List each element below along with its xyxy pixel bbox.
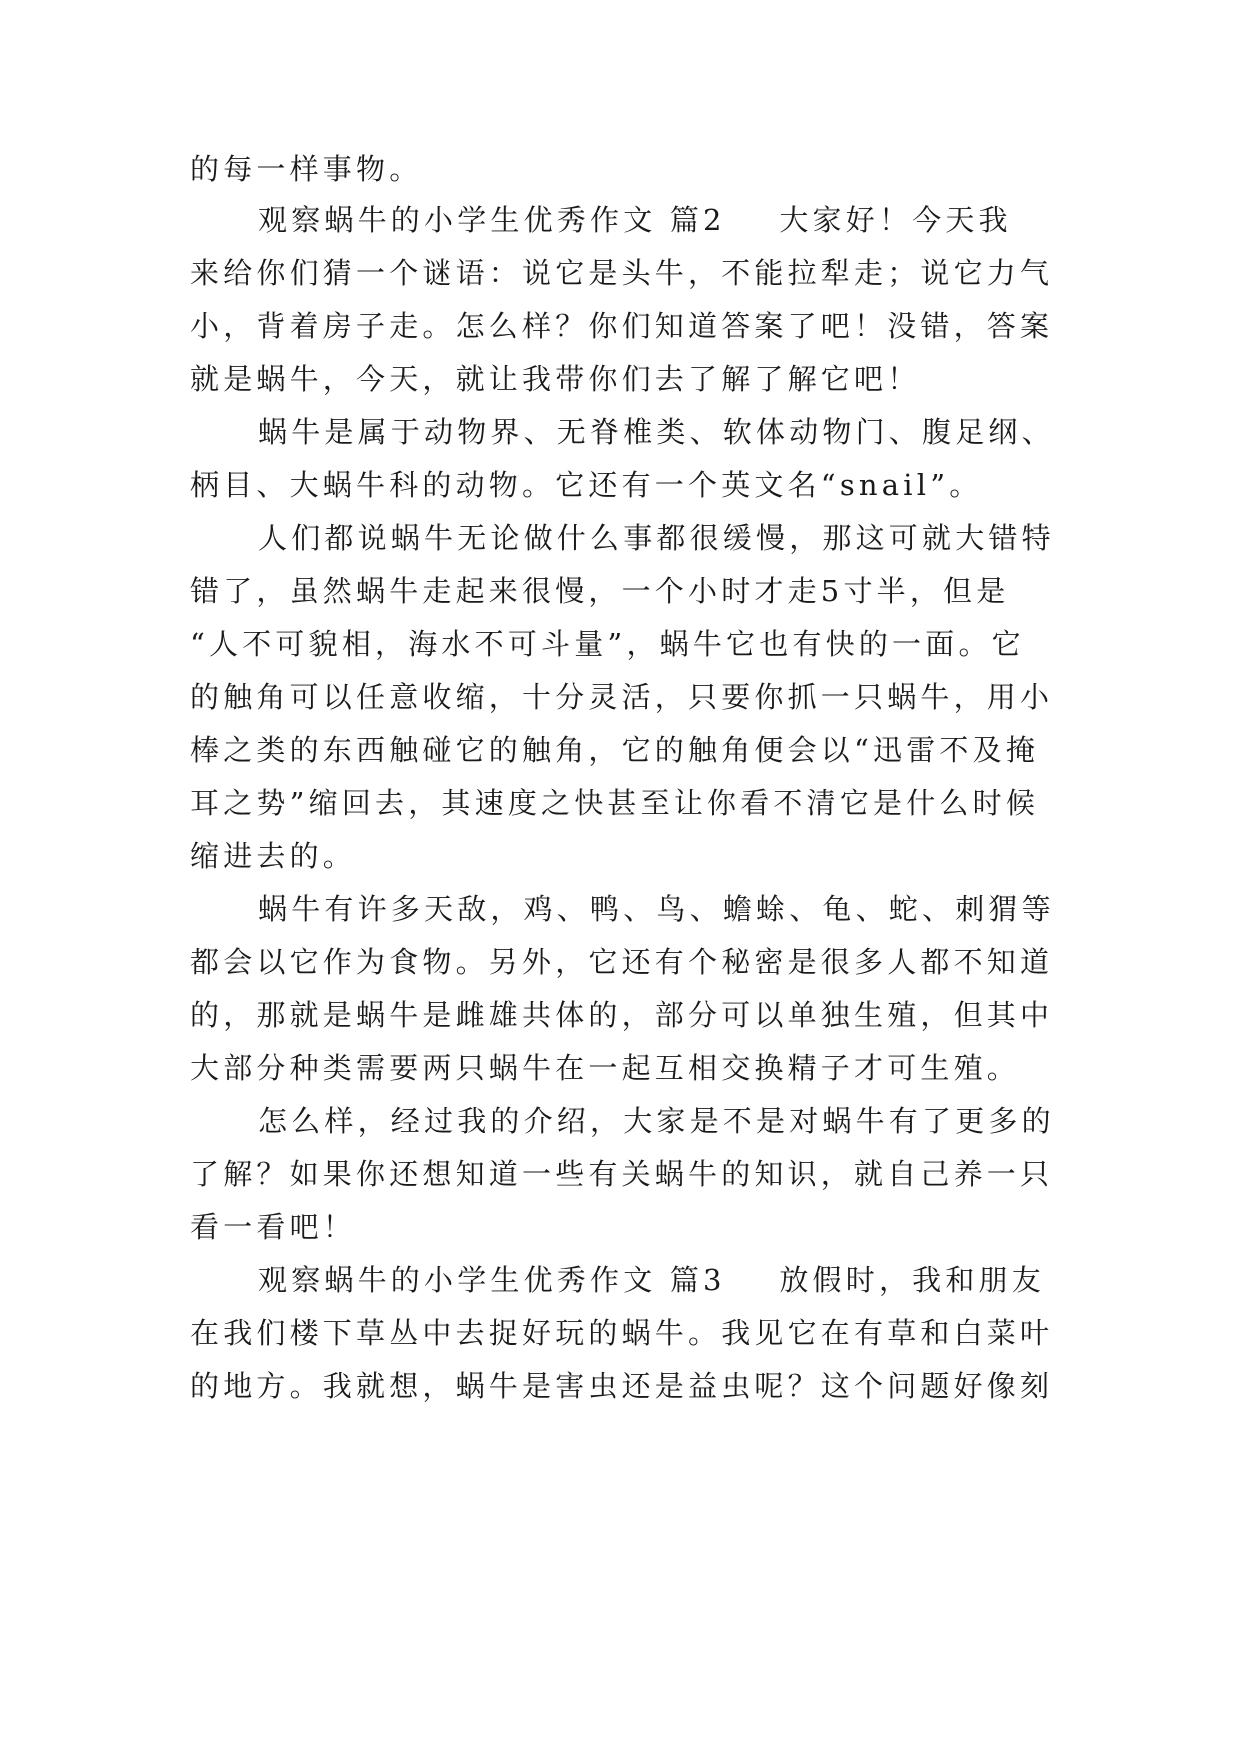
section-heading-line: 观察蜗牛的小学生优秀作文 篇2 大家好！今天我 xyxy=(258,203,1012,237)
paragraph-first-line: 人们都说蜗牛无论做什么事都很缓慢，那这可就大错特 xyxy=(258,521,1055,555)
paragraph-first-line: 怎么样，经过我的介绍，大家是不是对蜗牛有了更多的 xyxy=(258,1104,1055,1138)
text-line: 就是蜗牛，今天，就让我带你们去了解了解它吧！ xyxy=(190,362,921,396)
text-line: 在我们楼下草丛中去捉好玩的蜗牛。我见它在有草和白菜叶 xyxy=(190,1316,1054,1350)
text-line: 柄目、大蜗牛科的动物。它还有一个英文名“snail”。 xyxy=(190,468,983,502)
text-line: 错了，虽然蜗牛走起来很慢，一个小时才走5寸半，但是 xyxy=(190,574,1010,608)
text-line: 的，那就是蜗牛是雌雄共体的，部分可以单独生殖，但其中 xyxy=(190,998,1054,1032)
section-heading-line: 观察蜗牛的小学生优秀作文 篇3 放假时，我和朋友 xyxy=(258,1263,1045,1297)
text-line: 小，背着房子走。怎么样？你们知道答案了吧！没错，答案 xyxy=(190,309,1054,343)
text-line: 耳之势”缩回去，其速度之快甚至让你看不清它是什么时候 xyxy=(190,786,1040,820)
text-line: 的触角可以任意收缩，十分灵活，只要你抓一只蜗牛，用小 xyxy=(190,680,1054,714)
text-line: 大部分种类需要两只蜗牛在一起互相交换精子才可生殖。 xyxy=(190,1051,1021,1085)
text-line: 棒之类的东西触碰它的触角，它的触角便会以“迅雷不及掩 xyxy=(190,733,1040,767)
text-line: 了解？如果你还想知道一些有关蜗牛的知识，就自己养一只 xyxy=(190,1157,1054,1191)
paragraph-first-line: 蜗牛是属于动物界、无脊椎类、软体动物门、腹足纲、 xyxy=(258,415,1055,449)
text-line: 来给你们猜一个谜语：说它是头牛，不能拉犁走；说它力气 xyxy=(190,256,1054,290)
text-line: 的地方。我就想，蜗牛是害虫还是益虫呢？这个问题好像刻 xyxy=(190,1369,1054,1403)
text-line: 的每一样事物。 xyxy=(190,152,423,186)
paragraph-first-line: 蜗牛有许多天敌，鸡、鸭、鸟、蟾蜍、龟、蛇、刺猬等 xyxy=(258,892,1055,926)
text-line: “人不可貌相，海水不可斗量”，蜗牛它也有快的一面。它 xyxy=(190,627,1025,661)
text-line: 看一看吧！ xyxy=(190,1210,357,1244)
text-line: 缩进去的。 xyxy=(190,839,357,873)
text-line: 都会以它作为食物。另外，它还有个秘密是很多人都不知道 xyxy=(190,945,1054,979)
